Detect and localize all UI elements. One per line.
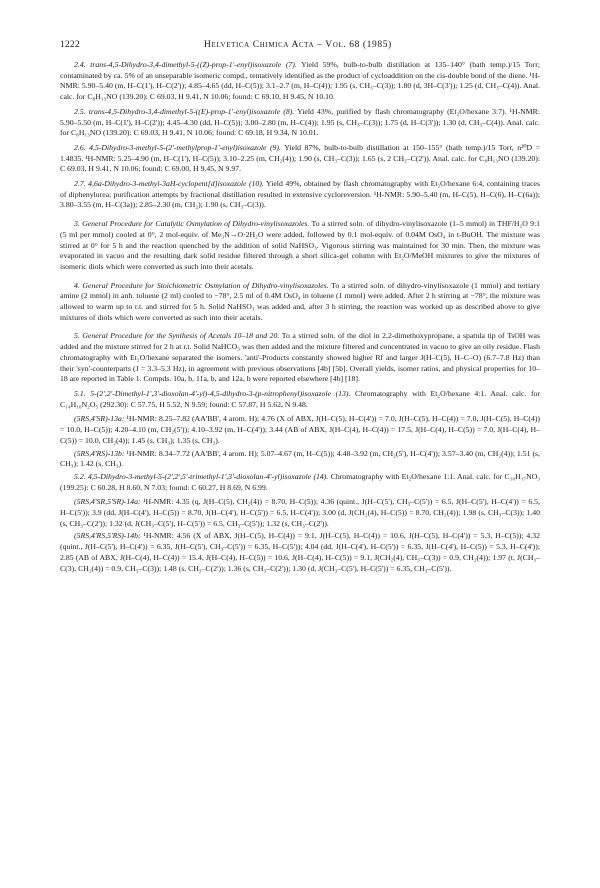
section-text: Yield 59%, bulb-to-bulb distillation at 135–140° (bath temp.)/15 Torr; contaminated by ca. 5% of an unseparable isomeric compd., tentatively identified as the product of cycloaddition on the cis-double bond of the diene. ¹H-NMR: 5.90–5.40 (m, H–C(1'), H–C(2')); 4.85–4.65 (dd, H–C(5)); 3.1–2.7 (m, H–C(4)); 1.95 (s, CH₃–C(3)); 1.80 (d, 3H–C(3')); 1.25 (d, CH₃–C(4)). Anal. calc. for C₈H₁₃NO (139.20): C 69.03, H 9.41, N 10.06; found: C 69.10, H 9.45, N 10.10. — [60, 60, 540, 102]
section-2-7 — [60, 179, 540, 211]
section-heading: 3. General Procedure for Catalytic Osmylation of Dihydro-vinylisoxazoles. — [74, 219, 310, 229]
compound-data: ¹H-NMR: 8.34–7.72 (AA'BB', 4 arom. H); 5.07–4.67 (m, H–C(5)); 4.48–3.92 (m, CH₂(5'), H–C(4')); 3.57–3.40 (m, CH₂(4)); 1.51 (s, CH₃); 1.42 (s, CH₃). — [60, 448, 540, 469]
section-text: To a stirred soln. of dihydro-vinylisoxazole (1 mmol) and tertiary amine (2 mmol) in anh. toluene (2 ml) cooled to −78°, 2.5 ml of 0.4M OsO₄ in toluene (1 mmol) were added. After 2 h stirring at −78°, the mixture was allowed to warm up to r.t. and stirred for 5 h. Solid NaHSO₃ was added and, after 3 h stirring, the reaction was worked up as described above to give mixtures of diols which were converted as such into their acetals. — [60, 280, 540, 322]
section-2-6 — [60, 143, 540, 175]
compound-label: (5RS,4'RS,5'RS)-14b: — [74, 531, 141, 541]
section-heading: 4. General Procedure for Stoichiometric Osmylation of Dihydro-vinylisoxazoles. — [74, 280, 329, 290]
section-heading: 5.2. 4,5-Dihydro-3-methyl-5-(2',2',5'-trimethyl-1',3'-dioxolan-4'-yl)isoxazole (14). — [74, 471, 329, 481]
section-3 — [60, 219, 540, 273]
section-heading: 2.6. 4,5-Dihydro-3-methyl-5-(2'-methylprop-1'-enyl)isoxazole (9). — [74, 142, 281, 152]
compound-data: ¹H-NMR: 4.35 (q, J(H–C(5), CH₂(4)) = 8.70, H–C(5)); 4.36 (quint., J(H–C(5'), CH₃–C(5')) = 6.5, J(H–C(5'), H–C(4')) = 6.5, H–C(5')); 3.9 (dd, J(H–C(4'), H–C(5)) = 8.70, J(H–C(4'), H–C(5')) = 6.5, H–C(4')); 3.00 (d, J(CH₂(4), H–C(5)) = 8.70, CH₂(4)); 1.98 (s, CH₃–C(3)); 1.40 (s, CH₃–C(2')); 1.32 (d, J(CH₃–C(5'), H–C(5')) = 6.5, CH₃–C(5')); 1.32 (s, CH₃–C(2')). — [60, 497, 540, 528]
compound-label: (5RS,4'SR,5'SR)-14a: — [74, 497, 141, 507]
compound-13a — [60, 414, 540, 446]
section-heading: 2.4. trans-4,5-Dihydro-3,4-dimethyl-5-((Z)-prop-1'-enyl)isoxazole (7). — [74, 60, 297, 69]
section-text: To a stirred soln. of dihydro-vinylisoxazole (1–5 mmol) in THF/H₂O 9:1 (5 ml per mmol) cooled at 0°, 2 mol-equiv. of Me₃N→O·2H₂O were added, followed by 0.1 mol-equiv. of 0.04M OsO₄ in t-BuOH. The mixture was stirred at 0° for 5 h and the reaction quenched by the addition of solid NaHSO₃. Vigorous stirring was maintained for 30 min. Then, the mixture was evaporated in vacuo and the resulting dark solid residue filtered through a short silica-gel column with Et₂O/MeOH mixtures to give the mixtures of isomeric diols which were converted as such into their acetals. — [60, 219, 540, 271]
section-text: Chromatography with Et₂O/hexane 1:1. Anal. calc. for C₁₀H₁₇NO₃ (199.25): C 60.28, H 8.60, N 7.03; found: C 60.27, H 8.69, N 6.99. — [60, 471, 540, 492]
section-2-5 — [60, 107, 540, 139]
compound-14b — [60, 531, 540, 574]
page-number: 1222 — [60, 40, 80, 50]
section-2-4 — [60, 60, 540, 103]
section-text: Yield 49%, obtained by flash chromatography with Et₂O/hexane 6:4, containing traces of diphenylurea; purification attempts by fractional distillation resulted in extensive cycloreversion. ¹H-NMR: 5.90–5.40 (m, H–C(5), H–C(6), H–C(6a)); 3.80–3.55 (m, H–C(3a)); 2.85–2.30 (m, CH₂); 1.90 (s, CH₃–C(3)). — [60, 179, 541, 210]
section-heading: 5. General Procedure for the Synthesis of Acetals 10–18 and 20. — [74, 331, 280, 341]
section-text: Yield 43%, purified by flash chromatography (Et₂O/hexane 3:7). ¹H-NMR: 5.90–5.50 (m, H–C(1'), H–C(2')); 4.45–4.30 (dd, H–C(5)); 3.00–2.80 (m, H–C(4)); 1.95 (s, CH₃–C(3)); 1.75 (d, H–C(3')); 1.30 (d, CH₃–C(4)). Anal. calc. for C₈H₁₃NO (139.20): C 69.03, H 9.41, N 10.06; found: C 69.18, H 9.34, N 10.01. — [60, 106, 540, 138]
journal-page — [60, 40, 540, 576]
journal-title: Helvetica Chimica Acta – Vol. 68 (1985) — [203, 40, 392, 50]
section-text: To a stirred soln. of the diol in 2,2-dimethoxypropane, a spatula tip of TsOH was added and the mixture stirred for 2 h at r.t. Solid NaHCO₃ was then added and the mixture filtered and concentrated in vacuo to give an oily residue. Flash chromatography with Et₂O/hexane separated the isomers. 'anti'-Products constantly showed higher Rf and larger J(H–C(5), H–C–O) (6.7–7.8 Hz) than their 'syn'-counterparts (J = 3.3–5.3 Hz), in agreement with previous observations [4b] [5b]. Overall yields, isomer ratios, and physical properties for 10–18 are reported in Table 1. Compds. 10a, b, 11a, b, and 12a, b were reported elsewhere [4b] [18]. — [60, 331, 540, 384]
compound-data: ¹H-NMR: 4.56 (X of ABX, J(H–C(5), H–C(4)) = 9.1, J(H–C(5), H–C(4)) = 10.6, J(H–C(5), H–C(4')) = 5.3, H–C(5)); 4.32 (quint., J(H–C(5'), H–C(4')) = 6.35, J(H–C(5'), CH₃–C(5')) = 6.35, H–C(5')); 4.04 (dd, J(H–C(4'), H–C(5')) = 6.35, J(H–C(4'), H–C(5)) = 5.3, H–C(4')); 2.85 (AB of ABX, J(H–C(4), H–C(4)) = 15.4, J(H–C(4), H–C(5)) = 10.6, J(H–C(4), H–C(5)) = 9.1, J(CH₂(4), CH₃–C(3)) = 0.9, CH₂(4)); 1.97 (t, J(CH₃–C(3), CH₂(4)) = 0.9, CH₃–C(3)); 1.48 (s, CH₃–C(2')); 1.36 (s, CH₃–C(2')); 1.30 (d, J(CH₃–C(5'), H–C(5')) = 6.35, CH₃–C(5')). — [60, 531, 540, 573]
section-5-1 — [60, 389, 540, 410]
compound-data: ¹H-NMR: 8.25–7.82 (AA'BB', 4 arom. H); 4.76 (X of ABX, J(H–C(5), H–C(4')) = 7.0, J(H–C(5), H–C(4)) = 7.0, J(H–C(5), H–C(4)) = 10.0, H–C(5)); 4.20–4.10 (m, CH₂(5')); 4.10–3.92 (m, H–C(4')); 3.44 (AB of ABX, J(H–C(4), H–C(4)) = 17.5, J(H–C(4), H–C(5)) = 7.0, J(H–C(4), H–C(5)) = 10.0, CH₂(4)); 1.45 (s, CH₃); 1.35 (s, CH₃). — [60, 414, 540, 445]
section-heading: 5.1. 5-(2',2'-Dimethyl-1',3'-dioxolan-4'-yl)-4,5-dihydro-3-(p-nitrophenyl)isoxazole (13). — [74, 388, 351, 398]
compound-label: (5RS,4'RS)-13b: — [74, 448, 125, 458]
section-5 — [60, 331, 540, 385]
section-heading: 2.5. trans-4,5-Dihydro-3,4-dimethyl-5-((E)-prop-1'-enyl)isoxazole (8). — [74, 106, 295, 116]
section-text: Yield 87%, bulb-to-bulb distillation at 150–155° (bath temp.)/15 Torr, n²⁰D = 1.4835. ¹H-NMR: 5.25–4.90 (m, H–C(1'), H–C(5)); 3.10–2.25 (m, CH₂(4)); 1.90 (s, CH₃–C(3)); 1.65 (s, 2 CH₃–C(2')). Anal. calc. for C₈H₁₃NO (139.20): C 69.03, H 9.41, N 10.06; found: C 69.00, H 9.45, N 9.97. — [60, 142, 541, 174]
compound-13b — [60, 449, 540, 470]
section-4 — [60, 281, 540, 324]
section-5-2 — [60, 472, 540, 493]
section-text: Chromatography with Et₂O/hexane 4:1. Anal. calc. for C₁₄H₁₆N₂O₅ (292.30): C 57.75, H 5.52, N 9.59; found: C 57.87, H 5.62, N 9.48. — [60, 388, 541, 409]
compound-14a — [60, 497, 540, 529]
running-header — [60, 40, 540, 50]
compound-label: (5RS,4'SR)-13a: — [74, 414, 125, 424]
section-heading: 2.7. 4,6a-Dihydro-3-methyl-3aH-cyclopent[d]isoxazole (10). — [74, 179, 264, 189]
